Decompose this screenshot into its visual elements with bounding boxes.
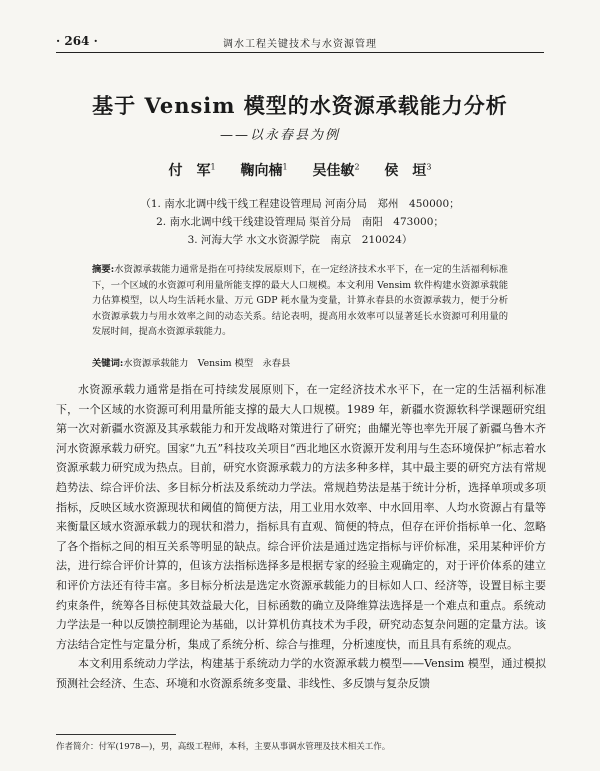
- affiliation-line: （1. 南水北调中线干线工程建设管理局 河南分局 郑州 450000；: [140, 198, 460, 210]
- affiliation-line: 2. 南水北调中线干线建设管理局 渠首分局 南阳 473000；: [156, 216, 444, 228]
- paper-title: 基于 Vensim 模型的水资源承载能力分析: [92, 93, 508, 118]
- body-text: [56, 380, 546, 694]
- footnote-rule: [56, 734, 176, 735]
- abstract-label: 摘要:: [92, 264, 115, 275]
- abstract: [92, 262, 508, 340]
- author-footnote: 作者简介：付军(1978—)，男，高级工程师，本科，主要从事调水管理及技术相关工作。: [56, 742, 391, 752]
- paper-subtitle: ——以永春县为例: [220, 128, 341, 143]
- journal-title: 调水工程关键技术与水资源管理: [223, 39, 377, 50]
- author: 吴佳敏$^2$: [312, 162, 360, 179]
- author: 侯 垣$^3$: [384, 162, 432, 179]
- affiliation-line: 3. 河海大学 水文水资源学院 南京 210024）: [187, 234, 413, 246]
- keywords-text: 水资源承载能力 Vensim 模型 永春县: [123, 358, 291, 369]
- keywords: [92, 356, 508, 371]
- paragraph: 本文利用系统动力学法，构建基于系统动力学的水资源承载力模型——Vensim 模型，通过模拟预测社会经济、生态、环境和水资源系统多变量、非线性、多反馈与复杂反馈: [56, 657, 546, 690]
- abstract-text: 水资源承载能力通常是指在可持续发展原则下，在一定经济技术水平下，在一定的生活福利标准下，一个区域的水资源可利用量所能支撑的最大人口规模。本文利用 Vensim 软件构建水资源承载能力估算模型，以人均生活耗水量、万元 GDP 耗水量为变量，计算永春县的水资源承载力，便于分析水资源承载力与用水效率之间的动态关系。结论表明，提高用水效率可以显著延长水资源可利用量的发展时间，提高水资源承载能力。: [92, 264, 508, 338]
- author: 鞠向楠$^1$: [240, 162, 288, 179]
- page-number: · 264 ·: [56, 34, 98, 48]
- keywords-label: 关键词:: [92, 358, 124, 369]
- author-list: [56, 160, 544, 180]
- running-header: [56, 34, 544, 53]
- paragraph: 水资源承载力通常是指在可持续发展原则下，在一定经济技术水平下，在一定的生活福利标准下，一个区域的水资源可利用量所能支撑的最大人口规模。1989 年，新疆水资源软科学课题研究组第一次对新疆水资源及其承载能力和开发战略对策进行了研究；曲耀光等也率先开展了新疆乌鲁木齐河水资源承载力研究。国家“九五”科技攻关项目“西北地区水资源开发利用与生态环境保护”标志着水资源承载力研究成为热点。目前，研究水资源承载力的方法多种多样，其中最主要的研究方法有常规趋势法、综合评价法、多目标分析法及系统动力学法。常规趋势法是基于统计分析，选择单项或多项指标，反映区域水资源现状和阈值的简便方法，用工业用水效率、中水回用率、人均水资源占有量等来衡量区域水资源承载力的现状和潜力，指标具有直观、简便的特点，但存在评价指标单一化、忽略了各个指标之间的相互关系等明显的缺点。综合评价法是通过选定指标与评价标准，采用某种评价方法，进行综合评价计算的，但该方法指标选择多是根据专家的经验主观确定的，对于评价体系的建立和评价方法还有待丰富。多目标分析法是选定水资源承载能力的目标如人口、经济等，设置目标主要约束条件，统筹各目标使其效益最大化，目标函数的确立及降维算法选择是一个难点和重点。系统动力学法是一种以反馈控制理论为基础，以计算机仿真技术为手段，研究动态复杂问题的定量方法。该方法结合定性与定量分析，集成了系统分析、综合与推理，分析速度快，而且具有系统的观点。: [56, 383, 546, 651]
- author: 付 军$^1$: [168, 162, 216, 179]
